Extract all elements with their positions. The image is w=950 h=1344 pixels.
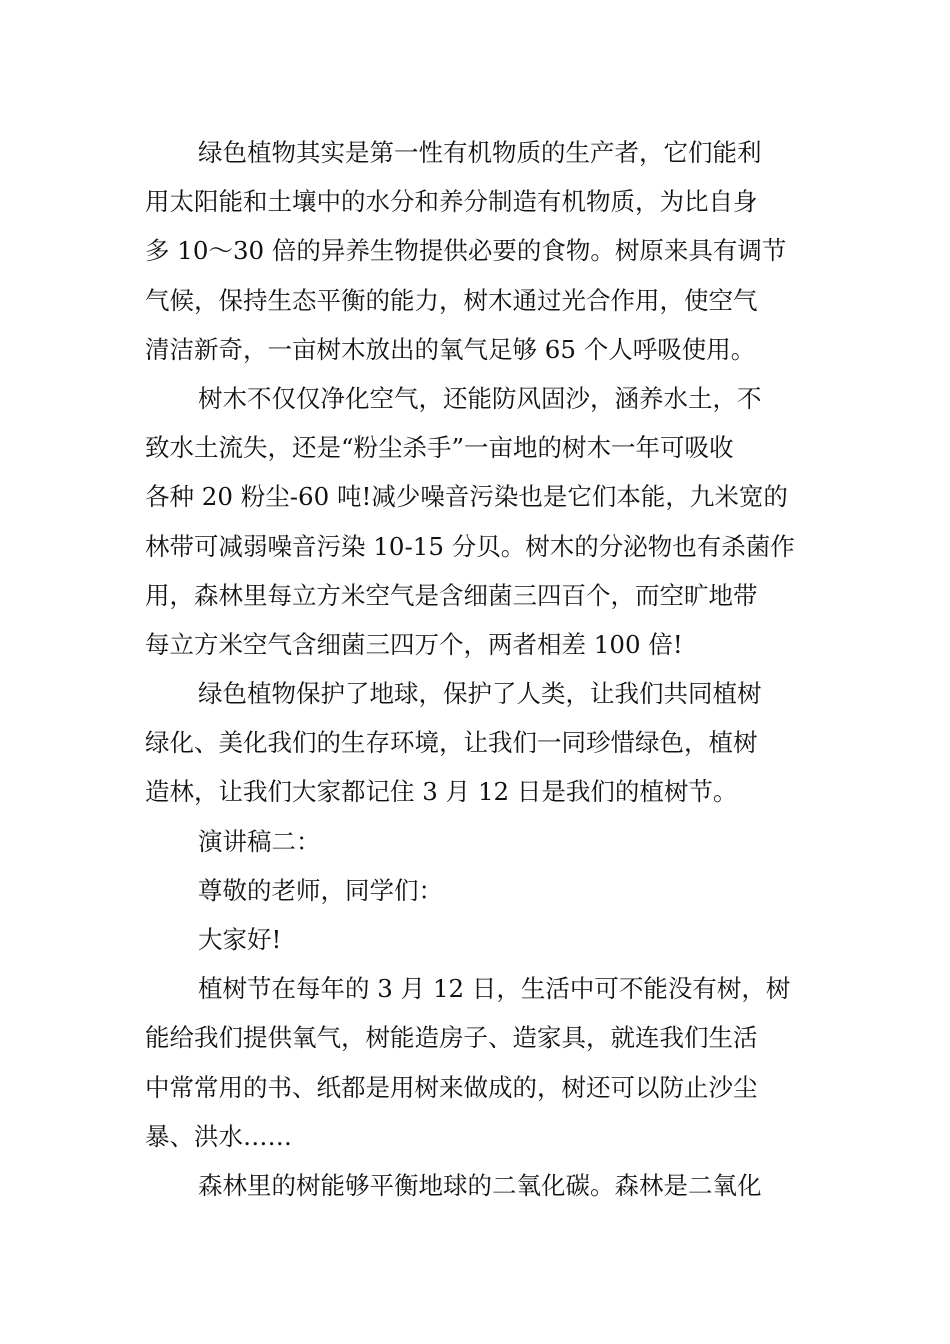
paragraph: [145, 817, 807, 866]
text-line: 各种 20 粉尘-60 吨!减少噪音污染也是它们本能，九米宽的: [145, 482, 788, 512]
paragraph: [145, 1161, 807, 1210]
text-line: 林带可减弱噪音污染 10-15 分贝。树木的分泌物也有杀菌作: [145, 531, 795, 561]
paragraph: [145, 866, 807, 915]
text-line: 能给我们提供氧气，树能造房子、造家具，就连我们生活: [145, 1023, 758, 1053]
text-line: 树木不仅仅净化空气，还能防风固沙，涵养水土，不: [198, 383, 762, 413]
text-line: 气候，保持生态平衡的能力，树木通过光合作用，使空气: [145, 285, 758, 315]
text-line: 绿色植物其实是第一性有机物质的生产者，它们能利: [198, 138, 762, 167]
paragraph: [145, 669, 807, 817]
text-line: 大家好!: [198, 925, 282, 954]
text-line: 尊敬的老师，同学们：: [198, 875, 443, 905]
text-line: 绿化、美化我们的生存环境，让我们一同珍惜绿色，植树: [145, 728, 758, 758]
text-line: 植树节在每年的 3 月 12 日，生活中可不能没有树，树: [198, 974, 791, 1004]
paragraph: [145, 964, 807, 1161]
text-line: 用太阳能和土壤中的水分和养分制造有机物质，为比自身: [145, 187, 758, 217]
text-line: 多 10～30 倍的异养生物提供必要的食物。树原来具有调节: [145, 236, 787, 266]
text-line: 用，森林里每立方米空气是含细菌三四百个，而空旷地带: [145, 580, 758, 610]
text-line: 暴、洪水……: [145, 1121, 292, 1151]
text-line: 绿色植物保护了地球，保护了人类，让我们共同植树: [198, 679, 762, 709]
text-line: 每立方米空气含细菌三四万个，两者相差 100 倍!: [145, 629, 683, 659]
text-line: 致水土流失，还是“粉尘杀手”一亩地的树木一年可吸收: [145, 433, 734, 463]
document-page: [145, 128, 807, 1210]
text-line: 森林里的树能够平衡地球的二氧化碳。森林是二氧化: [198, 1170, 762, 1200]
paragraph: [145, 915, 807, 964]
document-body: [145, 128, 807, 1210]
text-line: 演讲稿二：: [198, 826, 321, 856]
paragraph: [145, 128, 807, 374]
paragraph: [145, 374, 807, 669]
text-line: 造林，让我们大家都记住 3 月 12 日是我们的植树节。: [145, 777, 738, 807]
text-line: 清洁新奇，一亩树木放出的氧气足够 65 个人呼吸使用。: [145, 334, 756, 364]
text-line: 中常常用的书、纸都是用树来做成的，树还可以防止沙尘: [145, 1072, 758, 1102]
